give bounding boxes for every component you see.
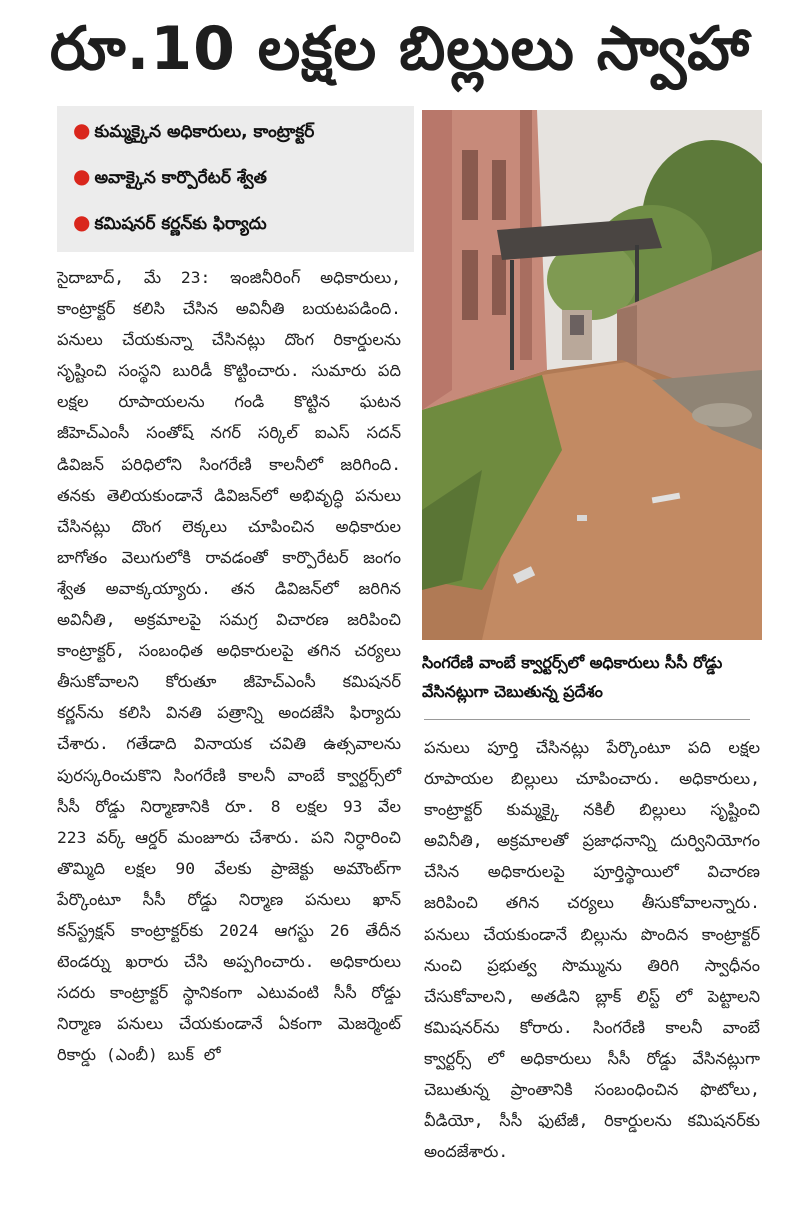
photo-caption: సింగరేణి వాంబే క్వార్టర్స్‌లో అధికారులు సీసీ రోడ్డు వేసినట్లుగా చెబుతున్న ప్రదేశం [422, 653, 723, 701]
article-text-right: పనులు పూర్తి చేసినట్లు పేర్కొంటూ పది లక్షల రూపాయల బిల్లులు చూపించారు. అధికారులు, కాంట్రాక్టర్ కుమ్మక్కై నకిలీ బిల్లులు సృష్టించి అవినీతి, అక్రమాలతో ప్రజాధనాన్ని దుర్వినియోగం చేసిన అధికారులపై పూర్తిస్థాయిలో విచారణ జరిపించి తగిన చర్యలు తీసుకోవాలన్నారు. పనులు చేయకుండానే బిల్లును పొందిన కాంట్రాక్టర్ నుంచి ప్రభుత్వ సొమ్మును తిరిగి స్వాధీనం చేసుకోవాలని, అతడిని బ్లాక్ లిస్ట్ లో పెట్టాలని కమిషనర్‌ను కోరారు. సింగరేణి కాలనీ వాంబే క్వార్టర్స్ లో అధికారులు సీసీ రోడ్డు వేసినట్లుగా చెబుతున్న ప్రాంతానికి సంబంధించిన ఫొటోలు, వీడియో, సీసీ ఫుటేజీ, రికార్డులను కమిషనర్‌కు అందజేశారు. [424, 738, 760, 1162]
caption-divider [424, 719, 750, 720]
news-photo [422, 110, 762, 640]
bullet-item [73, 164, 267, 192]
article-left-column [57, 262, 401, 1070]
bullet-box [57, 106, 414, 252]
bullet-dot-icon: ● [73, 210, 91, 234]
article-text-left: సైదాబాద్, మే 23: ఇంజినీరింగ్ అధికారులు, కాంట్రాక్టర్ కలిసి చేసిన అవినీతి బయటపడింది. పనులు చేయకున్నా చేసినట్లు దొంగ రికార్డులను సృష్టించి సంస్థని బురిడీ కొట్టించారు. సుమారు పది లక్షల రూపాయలను గండి కొట్టిన ఘటన జీహెచ్ఎంసీ సంతోష్ నగర్ సర్కిల్ ఐఎస్ సదన్ డివిజన్ పరిధిలోని సింగరేణి కాలనీలో జరిగింది. తనకు తెలియకుండానే డివిజన్‌లో అభివృద్ధి పనులు చేసినట్లు దొంగ లెక్కలు చూపించిన అధికారుల బాగోతం వెలుగులోకి రావడంతో కార్పొరేటర్ జంగం శ్వేత అవాక్కయ్యారు. తన డివిజన్‌లో జరిగిన అవినీతి, అక్రమాలపై సమగ్ర విచారణ జరిపించి కాంట్రాక్టర్, సంబంధిత అధికారులపై తగిన చర్యలు తీసుకోవాలని కోరుతూ జీహెచ్ఎంసీ కమిషనర్ కర్ణన్‌ను కలిసి వినతి పత్రాన్ని అందజేసి ఫిర్యాదు చేశారు. గతేడాది వినాయక చవితి ఉత్సవాలను పురస్కరించుకొని సింగరేణి కాలనీ వాంబే క్వార్టర్స్‌లో సీసీ రోడ్డు నిర్మాణానికి రూ. 8 లక్షల 93 వేల 223 వర్క్ ఆర్డర్ మంజూరు చేశారు. పని నిర్ధారించి తొమ్మిది లక్షల 90 వేలకు ప్రాజెక్టు అమౌంట్‌గా పేర్కొంటూ సీసీ రోడ్డు నిర్మాణ పనులు ఖాన్ కన్‌స్ట్రక్షన్ కాంట్రాక్టర్‌కు 2024 ఆగస్టు 26 తేదీన టెండర్ను ఖరారు చేసి అప్పగించారు. అధికారులు సదరు కాంట్రాక్టర్ స్థానికంగా ఎటువంటి సీసీ రోడ్డు నిర్మాణ పనులు చేయకుండానే ఏకంగా మెజర్మెంట్ రికార్డు (ఎంబీ) బుక్ లో [57, 268, 401, 1065]
bullet-dot-icon: ● [73, 164, 91, 188]
bullet-text: కమిషనర్ కర్ణన్‌కు ఫిర్యాదు [94, 214, 267, 234]
bullet-dot-icon: ● [73, 118, 91, 142]
alley-photo-illustration [422, 110, 762, 640]
bullet-text: కుమ్మక్కైన అధికారులు, కాంట్రాక్టర్ [94, 122, 315, 142]
bullet-text: అవాక్కైన కార్పొరేటర్ శ్వేత [94, 168, 267, 188]
bullet-item [73, 118, 314, 146]
article-right-column [424, 732, 760, 1167]
headline: రూ.10 లక్షల బిల్లులు స్వాహా [49, 14, 751, 84]
bullet-item [73, 210, 267, 238]
